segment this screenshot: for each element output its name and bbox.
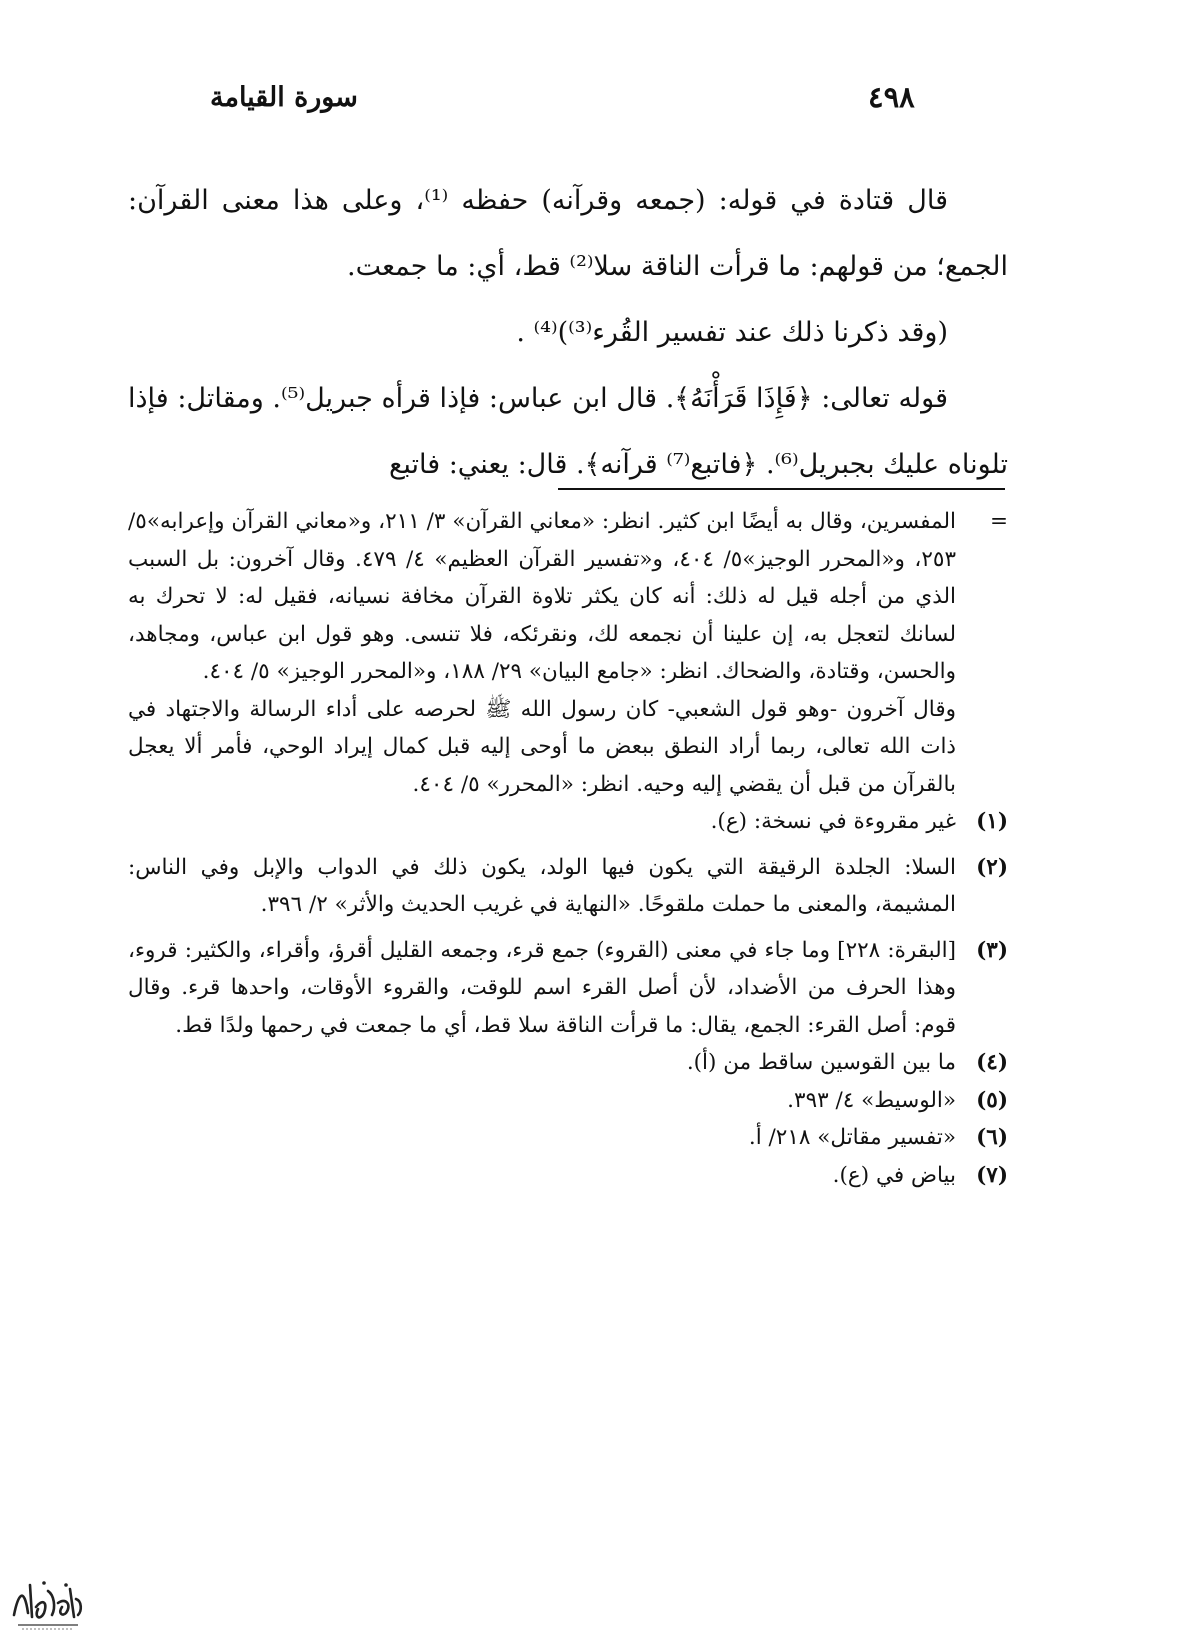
footnote-number: (٣) [976,937,1008,963]
footnote-number: (٥) [976,1087,1008,1113]
continuation-mark: = [989,509,1008,534]
footnote-text: ما بين القوسين ساقط من (أ). [686,1050,956,1075]
main-text [128,168,1008,498]
main-paragraph-2: (وقد ذكرنا ذلك عند تفسير القُرء⁽³⁾)⁽⁴⁾ . [516,317,948,348]
footnote-number: (١) [976,809,1008,834]
main-paragraph-1: قال قتادة في قوله: (جمعه وقرآنه) حفظه ⁽¹⁾، وعلى هذا معنى القرآن: الجمع؛ من قولهم: ما قرأت الناقة سلا⁽²⁾ قط، أي: ما جمعت. [128,185,1008,282]
footnote-item [128,1082,1008,1120]
footnote-text: السلا: الجلدة الرقيقة التي يكون فيها الولد، يكون ذلك في الدواب والإبل وفي الناس: المشيمة، والمعنى ما حملت ملقوحًا. «النهاية في غريب الحديث والأثر» ٢/ ٣٩٦. [128,854,956,917]
footnote-number: (٤) [976,1050,1008,1075]
page-number: ٤٩٨ [868,80,915,114]
footnote-number: (٦) [976,1125,1008,1150]
continuation-text: المفسرين، وقال به أيضًا ابن كثير. انظر: «معاني القرآن» ٣/ ٢١١، و«معاني القرآن وإعرابه»٥/ ٢٥٣، و«المحرر الوجيز»٥/ ٤٠٤، و«تفسير القرآن العظيم» ٤/ ٤٧٩. وقال آخرون: بل السبب الذي من أجله قيل له ذلك: أنه كان يكثر تلاوة القرآن مخافة نسيانه، فقيل له: لا تحرك به لسانك لتعجل به، إن علينا أن نجمعه لك، ونقرئكه، فلا تنسى. وهو قول ابن عباس، ومجاهد، والحسن، وقتادة، والضحاك. انظر: «جامع البيان» ٢٩/ ١٨٨، و«المحرر الوجيز» ٥/ ٤٠٤. [128,509,956,684]
running-header-title: سورة القيامة [210,82,358,113]
footnotes [128,503,1008,1194]
footnote-text: [البقرة: ٢٢٨] وما جاء في معنى (القروء) جمع قرء، وجمعه القليل أقرؤ، وأقراء، والكثير: قروء، وهذا الحرف من الأضداد، لأن أصل القرء اسم للوقت، والقروء الأوقات، واحدها قرء. وقال قوم: أصل القرء: الجمع، يقال: ما قرأت الناقة سلا قط، أي ما جمعت في رحمها ولدًا قط. [128,937,956,1038]
footnote-item [128,1119,1008,1157]
footnote-text: غير مقروءة في نسخة: (ع). [710,809,956,834]
calligraphy-logo-icon [8,1555,86,1633]
footnote-item [128,1157,1008,1195]
footnote-text: «تفسير مقاتل» ٢١٨/ أ. [748,1125,956,1150]
footnote-separator [558,488,1005,490]
footnote-number: (٢) [976,854,1008,880]
footnote-item [128,849,1008,924]
footnote-item [128,1044,1008,1082]
main-paragraph-3: قوله تعالى: ﴿فَإِذَا قَرَأْنَهُ﴾. قال ابن عباس: فإذا قرأه جبريل⁽⁵⁾. ومقاتل: فإذا تلوناه عليك بجبريل⁽⁶⁾. ﴿فاتبع⁽⁷⁾ قرآنه﴾. قال: يعني: فاتبع [128,383,1008,480]
footnote-item [128,803,1008,841]
footnote-text: بياض في (ع). [832,1162,956,1188]
footnote-number: (٧) [976,1162,1008,1188]
continuation-text-2: وقال آخرون -وهو قول الشعبي- كان رسول الله ﷺ لحرصه على أداء الرسالة والاجتهاد في ذات الله تعالى، ربما أراد النطق ببعض ما أوحى إليه قبل كمال إيراد الوحي، فأمر ألا يعجل بالقرآن من قبل أن يقضي إليه وحيه. انظر: «المحرر» ٥/ ٤٠٤. [128,696,956,797]
footnote-text: «الوسيط» ٤/ ٣٩٣. [787,1087,956,1113]
footnote-item [128,932,1008,1045]
footnote-continuation [128,503,1008,691]
